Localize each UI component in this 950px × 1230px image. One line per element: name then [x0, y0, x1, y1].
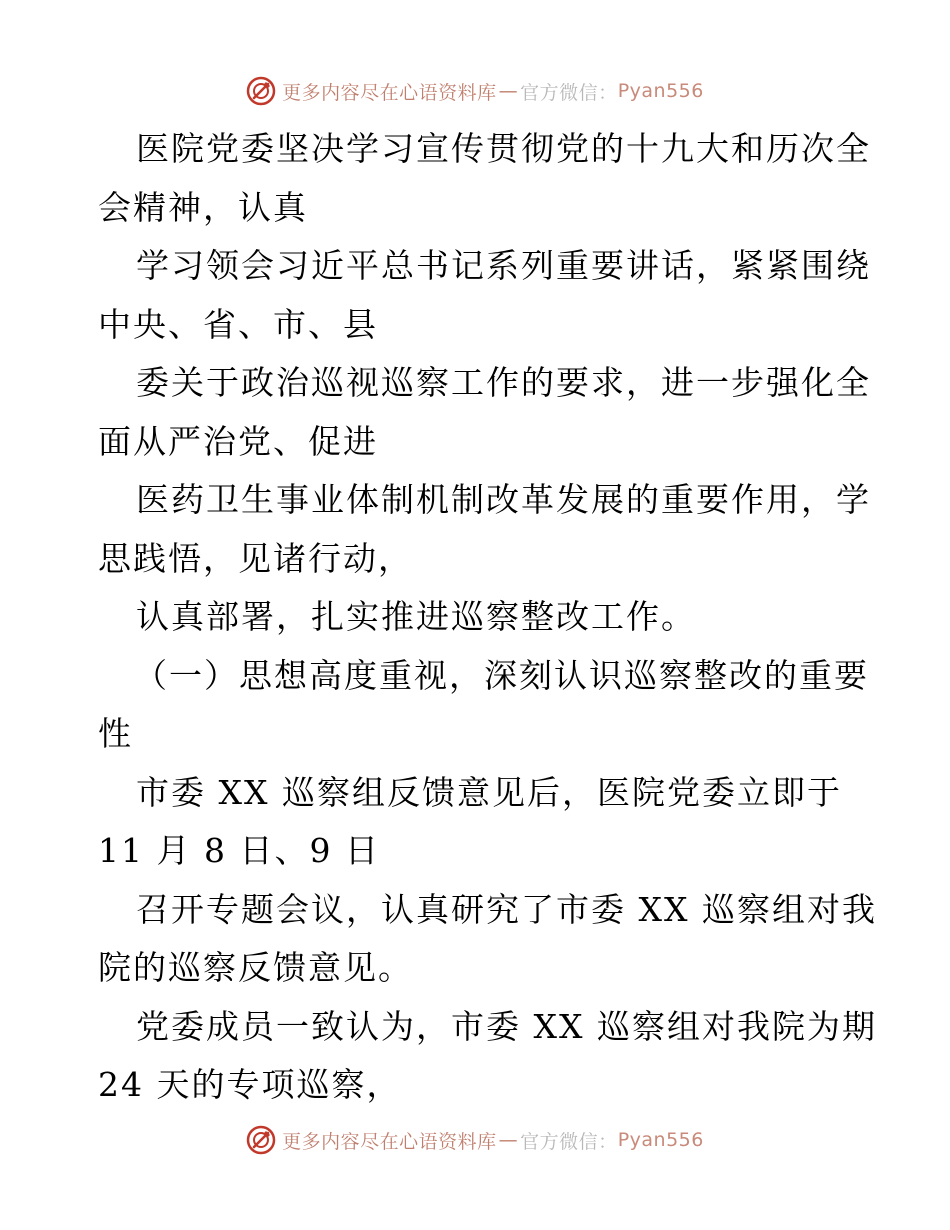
watermark-id: Pyan556: [617, 80, 704, 102]
footer-watermark: [0, 1120, 950, 1160]
watermark-id: Pyan556: [617, 1129, 704, 1151]
paragraph-line: 学习领会习近平总书记系列重要讲话，紧紧围绕: [136, 246, 871, 285]
paragraph-line: 医院党委坚决学习宣传贯彻党的十九大和历次全: [136, 129, 871, 168]
section-heading-continued: 性: [98, 714, 133, 753]
paragraph-line: 市委 XX 巡察组反馈意见后，医院党委立即于: [136, 772, 842, 812]
paragraph-line: 认真部署，扎实推进巡察整改工作。: [136, 597, 696, 636]
paragraph-line: 召开专题会议，认真研究了市委 XX 巡察组对我: [136, 889, 877, 929]
watermark-name: 更多内容尽在心语资料库: [282, 81, 497, 104]
paragraph-line: 院的巡察反馈意见。: [98, 948, 413, 987]
watermark-label: 官方微信：: [520, 81, 618, 104]
paragraph-line: 委关于政治巡视巡察工作的要求，进一步强化全: [136, 363, 871, 402]
paragraph-line: 面从严治党、促进: [98, 421, 378, 461]
header-watermark: [0, 71, 950, 111]
watermark-dash: —: [498, 80, 519, 102]
paragraph-line: 中央、省、市、县: [98, 304, 378, 344]
brand-logo-icon: [246, 1125, 276, 1155]
paragraph-line: 党委成员一致认为，市委 XX 巡察组对我院为期: [136, 1006, 877, 1046]
paragraph-line: 思践悟，见诸行动，: [98, 538, 413, 578]
brand-logo-icon: [246, 76, 276, 106]
section-heading: （一）思想高度重视，深刻认识巡察整改的重要: [134, 655, 869, 695]
paragraph-line: 医药卫生事业体制机制改革发展的重要作用，学: [136, 480, 871, 519]
document-body: [98, 120, 877, 1115]
paragraph-line: 24 天的专项巡察，: [98, 1065, 402, 1104]
paragraph-line: 会精神，认真: [98, 187, 308, 227]
watermark-name: 更多内容尽在心语资料库: [282, 1130, 497, 1153]
paragraph-line: 11 月 8 日、9 日: [98, 831, 380, 870]
watermark-dash: —: [498, 1129, 519, 1151]
watermark-label: 官方微信：: [520, 1130, 618, 1153]
